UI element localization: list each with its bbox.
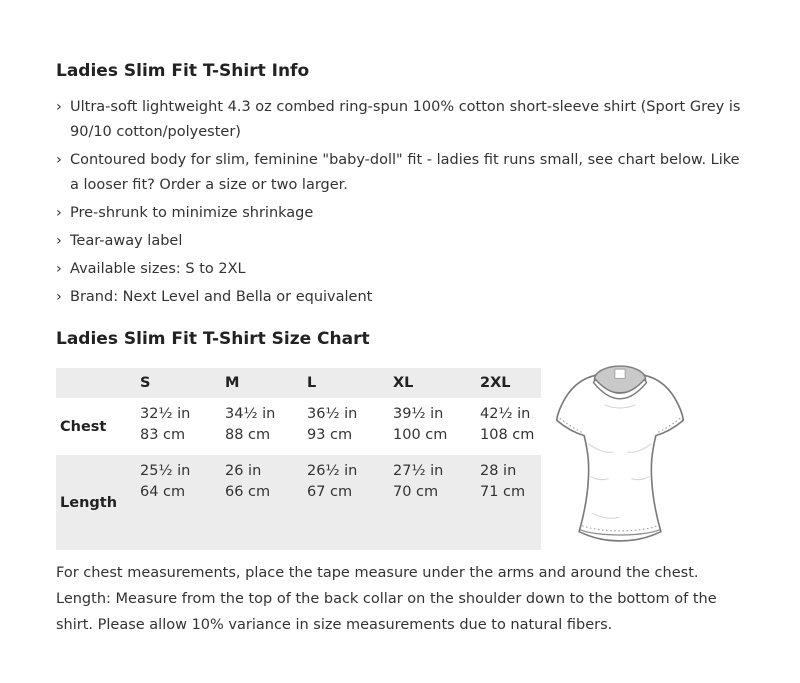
value-in: 28 in bbox=[480, 463, 517, 479]
measurement-instructions bbox=[56, 560, 717, 638]
chest-l-cell bbox=[307, 398, 393, 455]
value-cm: 93 cm bbox=[307, 427, 353, 443]
bullet-line: Pre-shrunk to minimize shrinkage bbox=[70, 205, 314, 221]
value-cm: 66 cm bbox=[225, 484, 271, 500]
bullet-icon: › bbox=[56, 205, 62, 221]
value-in: 34½ in bbox=[225, 406, 276, 422]
bullet-line: 90/10 cotton/polyester) bbox=[70, 124, 241, 140]
length-m-cell bbox=[225, 455, 307, 550]
column-header-s: S bbox=[140, 375, 151, 391]
bullet-item-preshrunk bbox=[56, 201, 740, 226]
table-row-chest bbox=[56, 398, 541, 455]
value-in: 32½ in bbox=[140, 406, 191, 422]
bullet-item-fabric bbox=[56, 95, 740, 145]
instruction-line: shirt. Please allow 10% variance in size measurements due to natural fibers. bbox=[56, 617, 613, 633]
column-header-l: L bbox=[307, 375, 317, 391]
length-2xl-cell bbox=[480, 455, 541, 550]
row-label-length: Length bbox=[60, 494, 118, 511]
value-cm: 71 cm bbox=[480, 484, 526, 500]
bullet-line: Tear-away label bbox=[70, 233, 183, 249]
value-cm: 88 cm bbox=[225, 427, 271, 443]
bullet-item-label bbox=[56, 229, 740, 254]
bullet-icon: › bbox=[56, 233, 62, 249]
column-header-xl: XL bbox=[393, 375, 414, 391]
bullet-icon: › bbox=[56, 261, 62, 277]
instruction-line: For chest measurements, place the tape measure under the arms and around the chest. bbox=[56, 565, 699, 581]
column-header-m: M bbox=[225, 375, 240, 391]
chest-s-cell bbox=[140, 398, 225, 455]
bullet-line: Contoured body for slim, feminine "baby-doll" fit - ladies fit runs small, see chart below. Like bbox=[70, 152, 740, 168]
bullet-item-brand bbox=[56, 285, 740, 310]
bullet-icon: › bbox=[56, 152, 62, 168]
value-in: 36½ in bbox=[307, 406, 358, 422]
bullet-line: Available sizes: S to 2XL bbox=[70, 261, 246, 277]
value-in: 39½ in bbox=[393, 406, 444, 422]
value-in: 27½ in bbox=[393, 463, 444, 479]
column-header-2xl: 2XL bbox=[480, 375, 511, 391]
value-cm: 108 cm bbox=[480, 427, 535, 443]
value-cm: 64 cm bbox=[140, 484, 186, 500]
chest-m-cell bbox=[225, 398, 307, 455]
value-cm: 67 cm bbox=[307, 484, 353, 500]
bullet-item-sizes bbox=[56, 257, 740, 282]
length-s-cell bbox=[140, 455, 225, 550]
chest-xl-cell bbox=[393, 398, 480, 455]
size-chart-corner-cell bbox=[56, 368, 140, 398]
size-chart-header-row bbox=[56, 368, 541, 398]
bullet-line: Brand: Next Level and Bella or equivalent bbox=[70, 289, 373, 305]
value-in: 26½ in bbox=[307, 463, 358, 479]
size-chart-title: Ladies Slim Fit T-Shirt Size Chart bbox=[56, 329, 370, 349]
bullet-icon: › bbox=[56, 99, 62, 115]
bullet-line: Ultra-soft lightweight 4.3 oz combed ring-spun 100% cotton short-sleeve shirt (Sport Grey is bbox=[70, 99, 741, 115]
value-cm: 100 cm bbox=[393, 427, 448, 443]
bullet-item-fit bbox=[56, 148, 740, 198]
size-chart-table bbox=[56, 368, 541, 550]
table-row-length bbox=[56, 455, 541, 550]
length-xl-cell bbox=[393, 455, 480, 550]
ladies-tshirt-image bbox=[543, 362, 697, 546]
value-in: 25½ in bbox=[140, 463, 191, 479]
value-cm: 70 cm bbox=[393, 484, 439, 500]
instruction-line: Length: Measure from the top of the back collar on the shoulder down to the bottom of the bbox=[56, 591, 717, 607]
value-in: 42½ in bbox=[480, 406, 531, 422]
value-cm: 83 cm bbox=[140, 427, 186, 443]
bullet-icon: › bbox=[56, 289, 62, 305]
length-l-cell bbox=[307, 455, 393, 550]
row-label-chest: Chest bbox=[60, 418, 107, 435]
chest-2xl-cell bbox=[480, 398, 541, 455]
value-in: 26 in bbox=[225, 463, 262, 479]
bullet-line: a looser fit? Order a size or two larger. bbox=[70, 177, 348, 193]
feature-bullet-list bbox=[56, 95, 740, 313]
tshirt-illustration bbox=[543, 362, 697, 546]
info-section-title: Ladies Slim Fit T-Shirt Info bbox=[56, 61, 310, 81]
